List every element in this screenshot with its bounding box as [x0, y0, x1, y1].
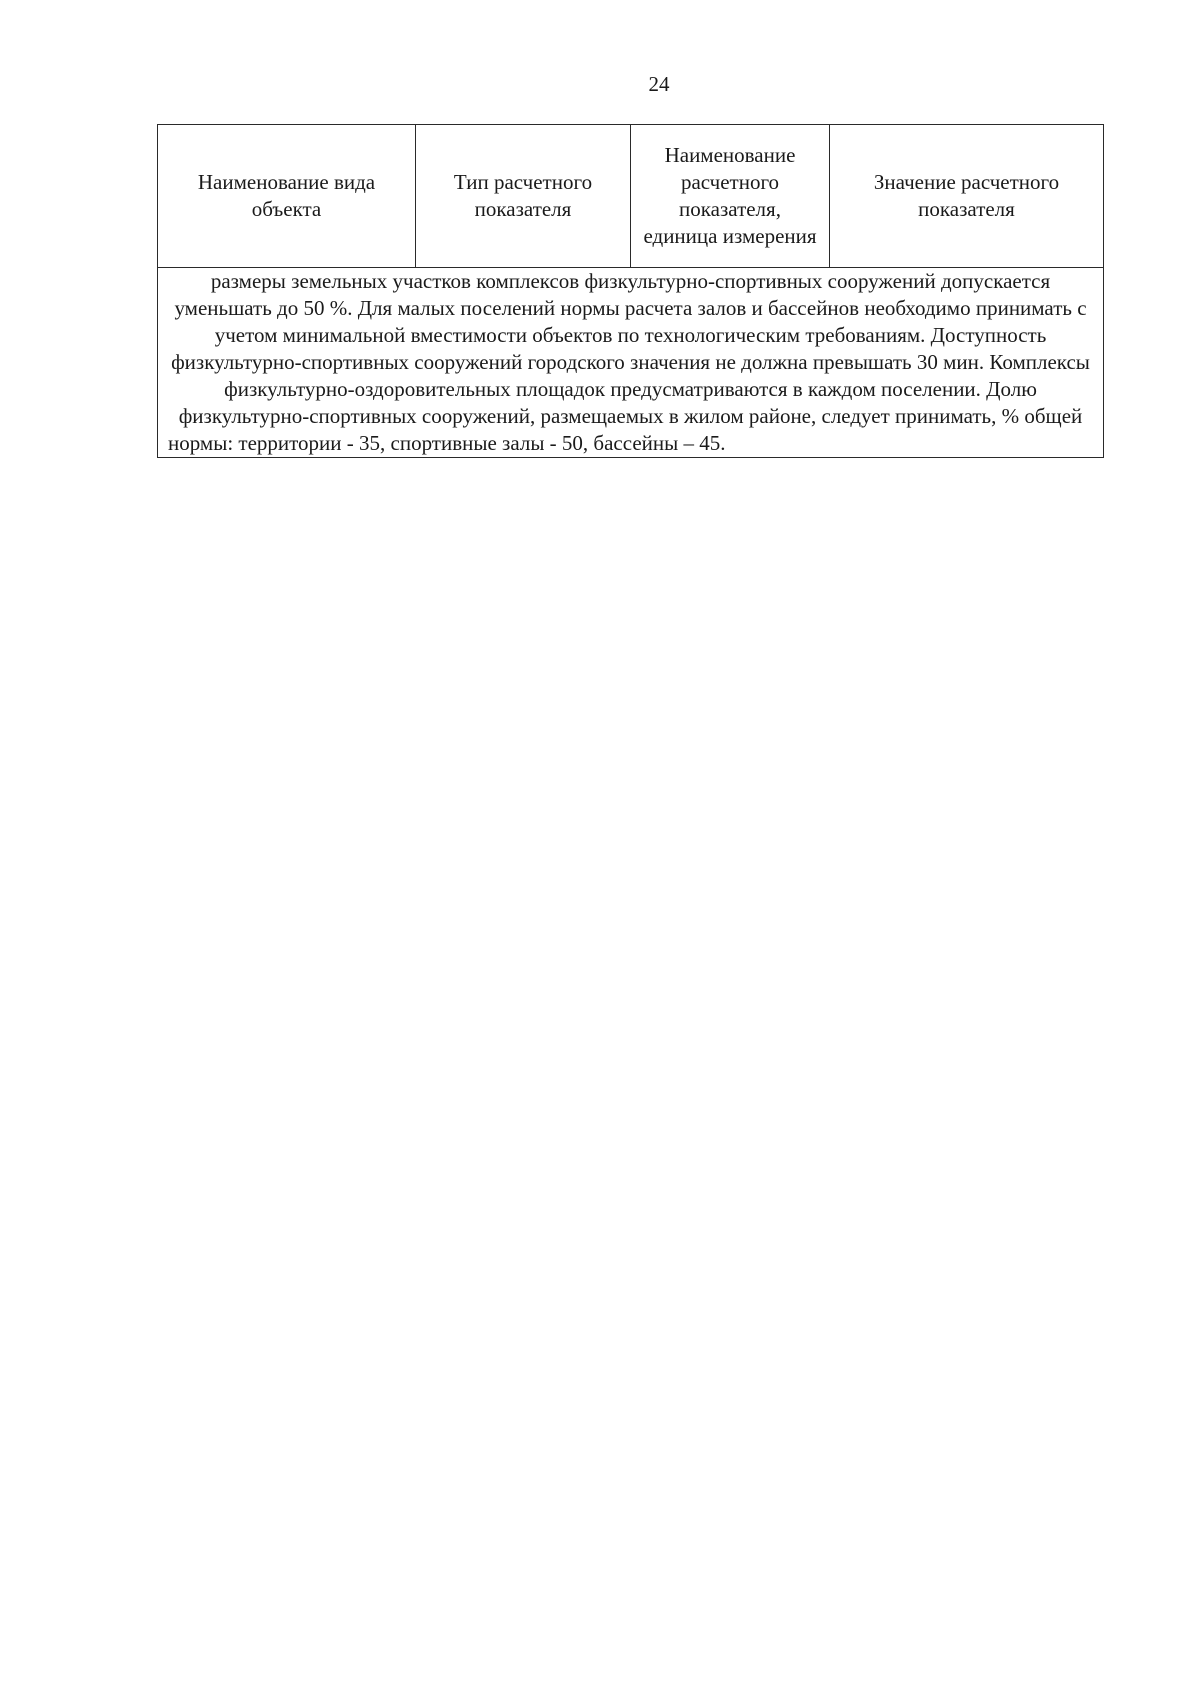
- header-indicator-type: Тип расчетного показателя: [416, 125, 631, 268]
- page-number: 24: [648, 72, 670, 96]
- header-indicator-name-unit: Наименование расчетного показателя, единица измерения: [631, 125, 830, 268]
- norms-table: [157, 124, 1104, 458]
- table-row: [158, 268, 1104, 458]
- table-body: [158, 268, 1104, 458]
- merged-text-cell: размеры земельных участков комплексов физкультурно-спортивных сооружений допускается уменьшать до 50 %. Для малых поселений нормы расчета залов и бассейнов необходимо принимать с учетом минимальной вместимости объектов по технологическим требованиям. Доступность физкультурно-спортивных сооружений городского значения не должна превышать 30 мин. Комплексы физкультурно-оздоровительных площадок предусматриваются в каждом поселении. Долю физкультурно-спортивных сооружений, размещаемых в жилом районе, следует принимать, % общей нормы: территории - 35, спортивные залы - 50, бассейны – 45.: [158, 268, 1104, 458]
- table-header: [158, 125, 1104, 268]
- header-indicator-value: Значение расчетного показателя: [830, 125, 1104, 268]
- header-row: [158, 125, 1104, 268]
- header-object-type: Наименование вида объекта: [158, 125, 416, 268]
